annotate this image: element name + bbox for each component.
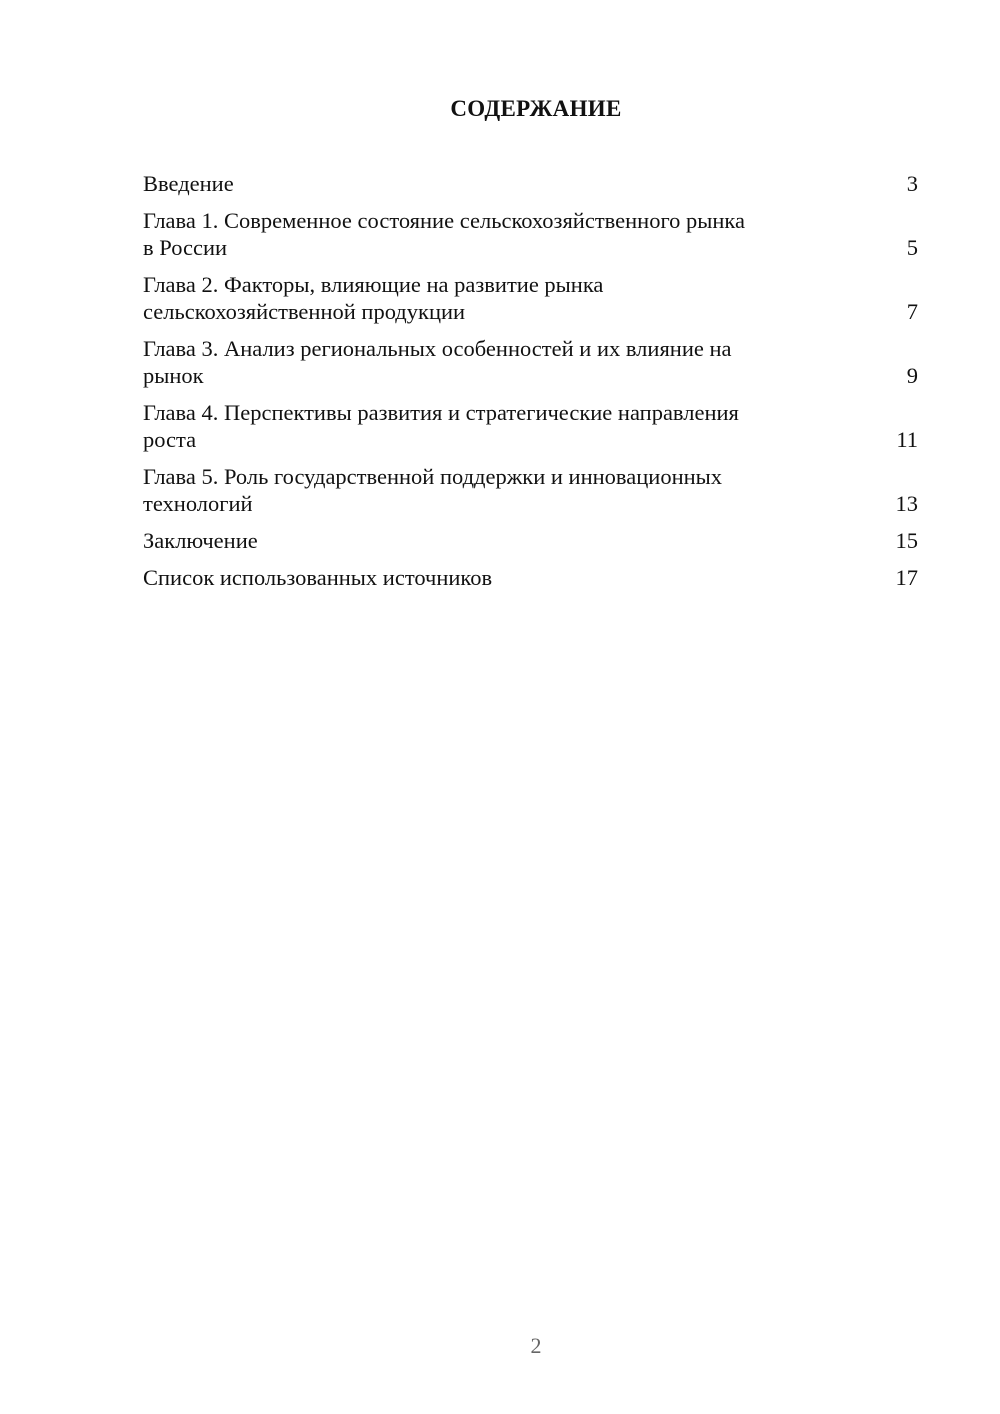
toc-entry-chapter-2 — [143, 271, 918, 325]
toc-heading: СОДЕРЖАНИЕ — [450, 96, 622, 121]
toc-entry-title: Глава 3. Анализ региональных особенностей и их влияние на рынок — [143, 336, 732, 388]
toc-entry-title: Глава 1. Современное состояние сельскохозяйственного рынка в России — [143, 208, 745, 260]
toc-entry-title: Глава 2. Факторы, влияющие на развитие рынка сельскохозяйственной продукции — [143, 272, 604, 324]
toc-entry-conclusion — [143, 527, 918, 554]
toc-entry-chapter-4 — [143, 399, 918, 453]
toc-entry-page: 5 — [906, 235, 918, 260]
toc-entry-chapter-3 — [143, 335, 918, 389]
table-of-contents — [143, 170, 918, 601]
toc-entry-chapter-1 — [143, 207, 918, 261]
toc-entry-page: 3 — [906, 171, 918, 196]
toc-entry-page: 7 — [906, 299, 918, 324]
toc-entry-page: 17 — [895, 565, 918, 590]
toc-entry-page: 13 — [895, 491, 918, 516]
toc-entry-references — [143, 564, 918, 591]
toc-entry-title: Список использованных источников — [143, 565, 493, 590]
toc-entry-title: Введение — [143, 171, 234, 196]
toc-entry-chapter-5 — [143, 463, 918, 517]
toc-entry-page: 9 — [906, 363, 918, 388]
toc-entry-page: 11 — [896, 427, 918, 452]
toc-entry-title: Заключение — [143, 528, 258, 553]
toc-entry-introduction — [143, 170, 918, 197]
toc-entry-page: 15 — [895, 528, 918, 553]
toc-entry-title: Глава 4. Перспективы развития и стратегические направления роста — [143, 400, 739, 452]
toc-entry-title: Глава 5. Роль государственной поддержки и инновационных технологий — [143, 464, 723, 516]
page-number: 2 — [530, 1333, 542, 1358]
